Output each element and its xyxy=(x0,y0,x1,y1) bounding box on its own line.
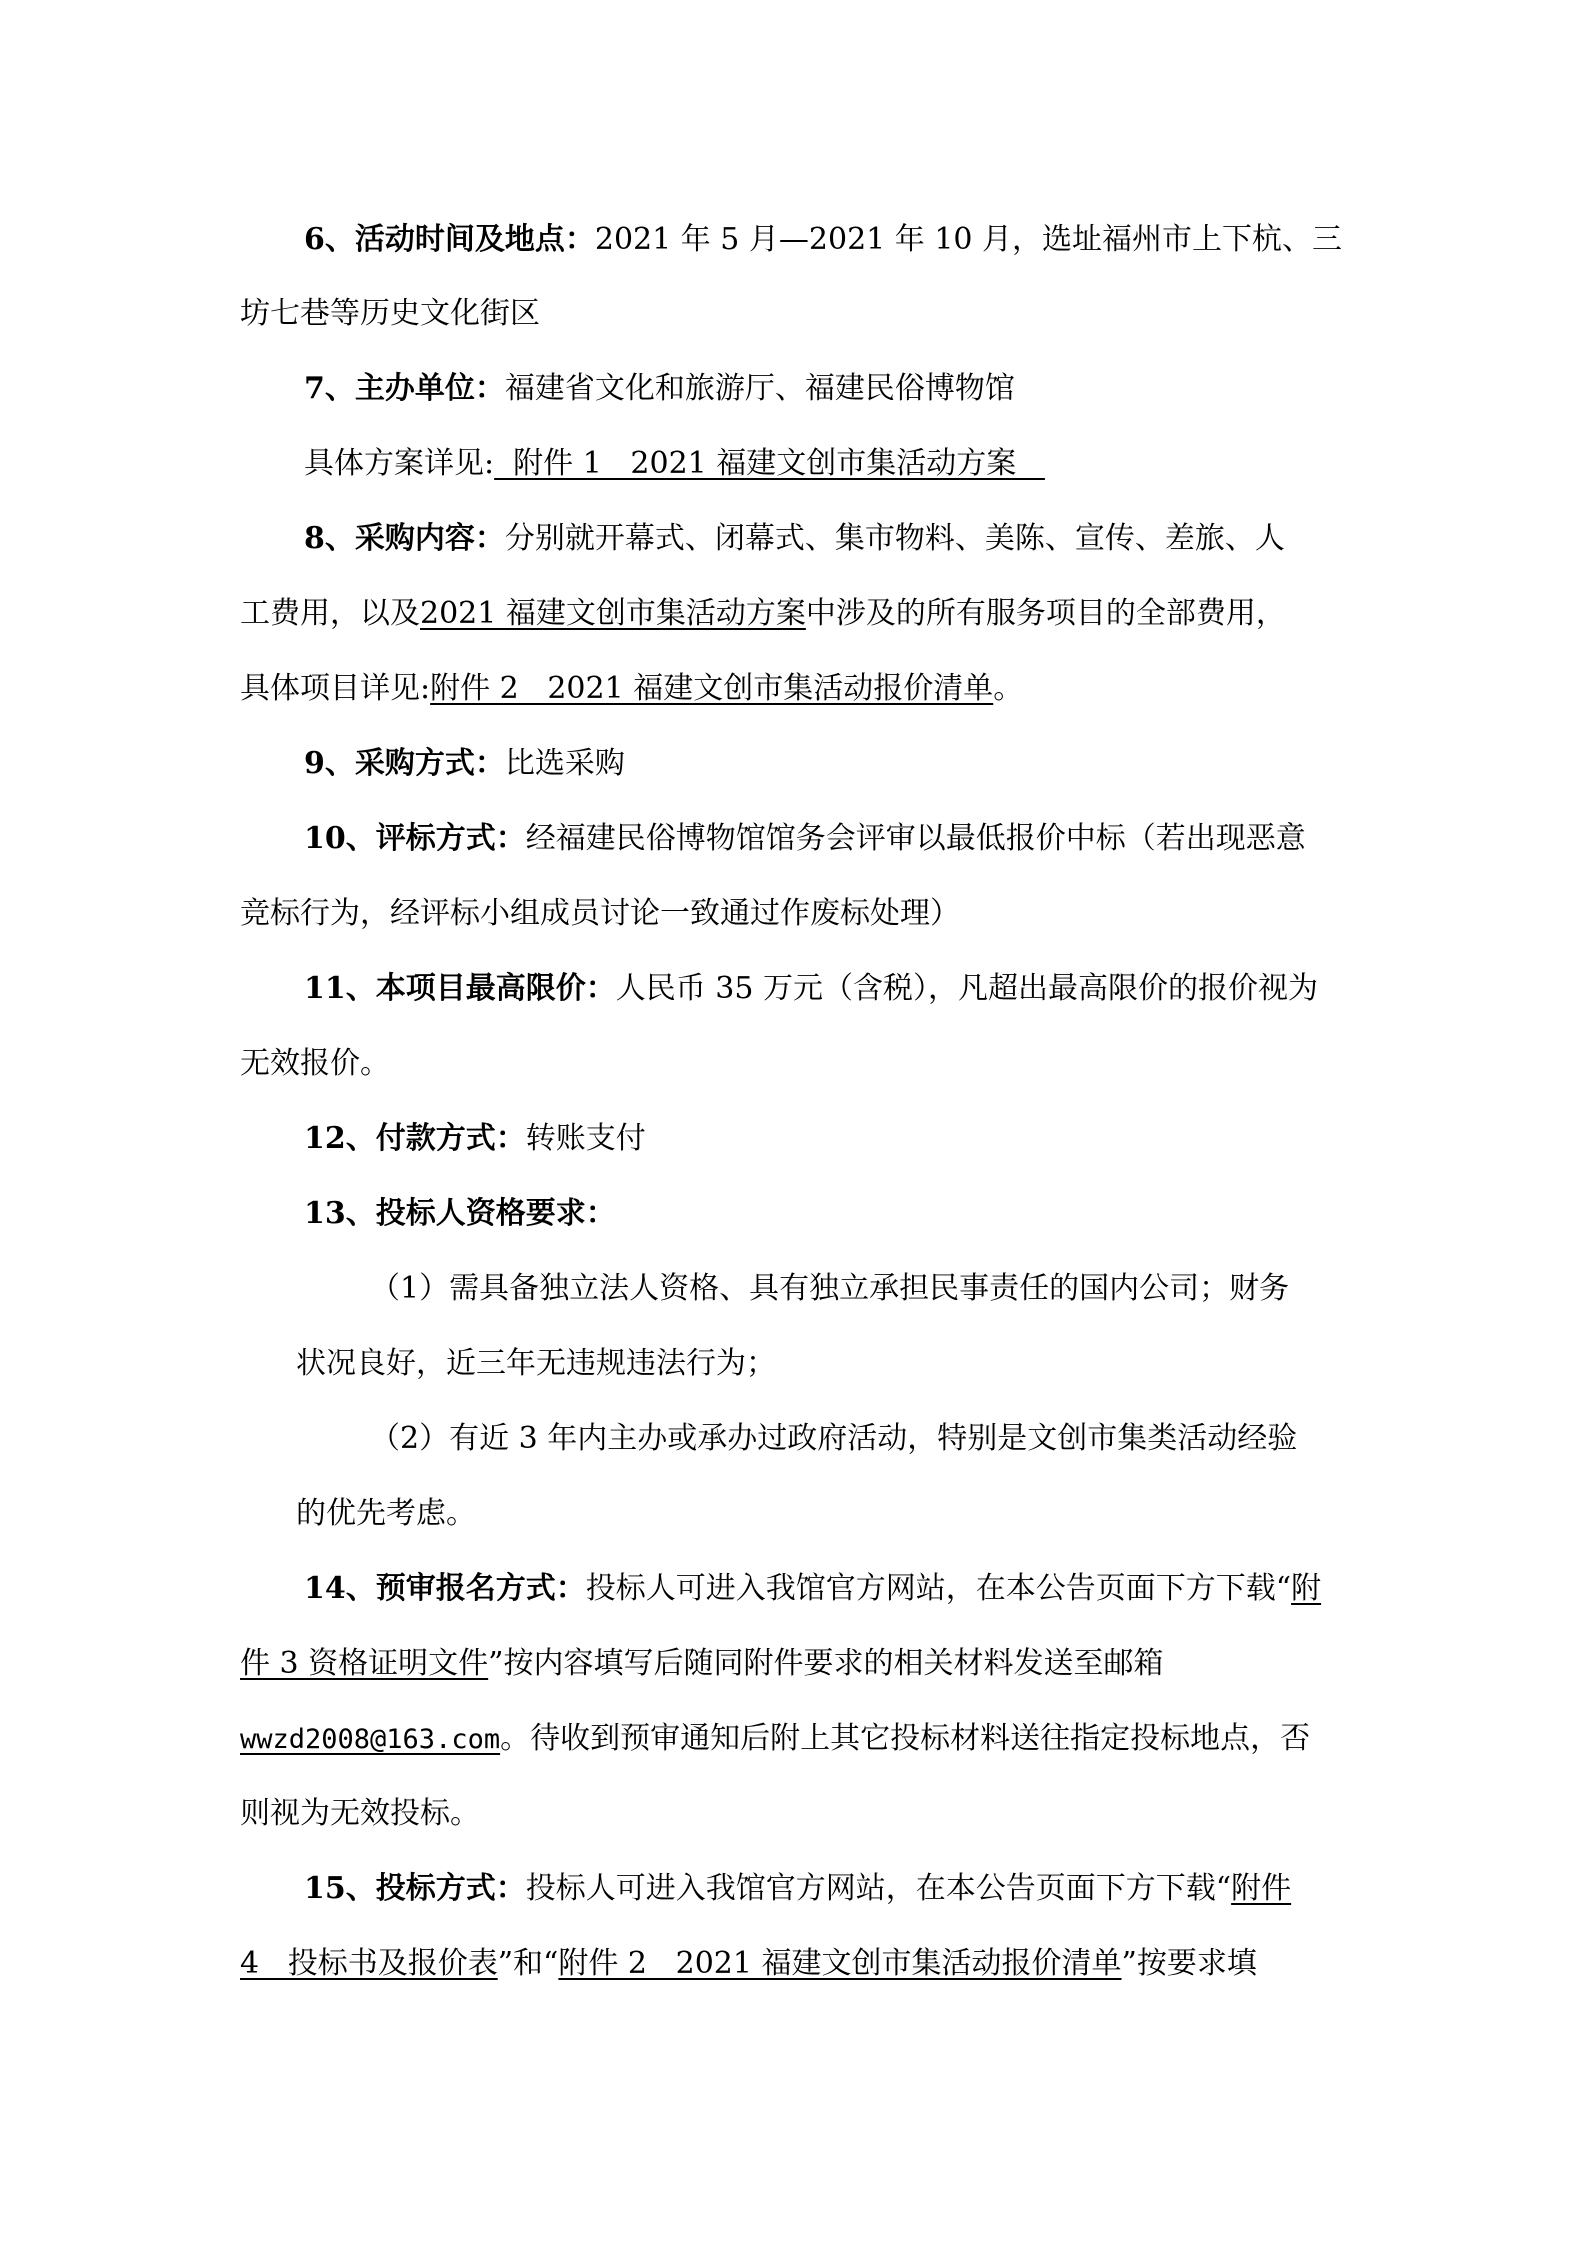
item-15-label: 15、投标方式： xyxy=(304,1871,526,1906)
item-11-line-2 xyxy=(240,1044,1348,1084)
item-7-detail-prefix: 具体方案详见: xyxy=(304,446,495,481)
item-12-label: 12、付款方式： xyxy=(304,1121,526,1156)
item-14-line-4 xyxy=(240,1794,1348,1834)
item-8-line-3 xyxy=(240,669,1348,709)
item-13-sub1-line-1 xyxy=(370,1269,1289,1309)
item-7-text: 福建省文化和旅游厅、福建民俗博物馆 xyxy=(504,371,1015,406)
item-10-label: 10、评标方式： xyxy=(304,821,526,856)
item-10-text: 经福建民俗博物馆馆务会评审以最低报价中标（若出现恶意 xyxy=(525,821,1306,856)
item-14-label: 14、预审报名方式： xyxy=(304,1571,586,1606)
item-15-line-2 xyxy=(240,1944,1348,1984)
item-8-line-1 xyxy=(304,519,1285,559)
item-13-line xyxy=(304,1194,616,1234)
item-7-detail-line xyxy=(304,444,1045,484)
attachment-4-link[interactable]: 4 投标书及报价表 xyxy=(240,1946,498,1981)
item-6-text-cont: 坊七巷等历史文化街区 xyxy=(240,296,540,331)
item-14-text-c-post: 。待收到预审通知后附上其它投标材料送往指定投标地点，否 xyxy=(500,1721,1311,1756)
item-14-line-1 xyxy=(304,1569,1321,1609)
item-14-text-a-pre: 投标人可进入我馆官方网站，在本公告页面下方下载“ xyxy=(585,1571,1292,1606)
item-10-text-cont: 竞标行为，经评标小组成员讨论一致通过作废标处理） xyxy=(240,896,960,931)
item-15-text-b-mid: ”和“ xyxy=(497,1946,559,1981)
item-11-text: 人民币 35 万元（含税），凡超出最高限价的报价视为 xyxy=(615,971,1318,1006)
item-14-text-d: 则视为无效投标。 xyxy=(240,1796,480,1831)
item-8-text-c-post: 。 xyxy=(993,671,1024,706)
item-10-line-1 xyxy=(304,819,1306,859)
item-8-line-2 xyxy=(240,594,1348,634)
item-6-text: 2021 年 5 月—2021 年 10 月，选址福州市上下杭、三 xyxy=(594,222,1343,257)
item-8-text-c-pre: 具体项目详见: xyxy=(240,671,431,706)
item-15-text-a-pre: 投标人可进入我馆官方网站，在本公告页面下方下载“ xyxy=(525,1871,1232,1906)
item-8-text: 分别就开幕式、闭幕式、集市物料、美陈、宣传、差旅、人 xyxy=(504,521,1285,556)
item-9-label: 9、采购方式： xyxy=(304,746,505,781)
item-13-sub2-line-2 xyxy=(296,1494,476,1534)
item-6-line-1 xyxy=(304,220,1348,260)
item-13-sub2-line-1 xyxy=(370,1419,1297,1459)
item-10-line-2 xyxy=(240,894,1348,934)
item-8-label: 8、采购内容： xyxy=(304,521,505,556)
item-14-line-3 xyxy=(240,1719,1348,1759)
attachment-2-link[interactable]: 附件 2 2021 福建文创市集活动报价清单 xyxy=(430,671,994,706)
item-7-line xyxy=(304,369,1015,409)
item-6-line-2 xyxy=(240,294,1348,334)
item-13-sub2-text: （2）有近 3 年内主办或承办过政府活动，特别是文创市集类活动经验 xyxy=(370,1421,1298,1456)
item-15-line-1 xyxy=(304,1869,1291,1909)
item-13-sub1-line-2 xyxy=(296,1344,776,1384)
item-14-line-2 xyxy=(240,1644,1348,1684)
activity-plan-link[interactable]: 2021 福建文创市集活动方案 xyxy=(420,596,806,631)
item-11-label: 11、本项目最高限价： xyxy=(304,971,616,1006)
attachment-2-link-2[interactable]: 附件 2 2021 福建文创市集活动报价清单 xyxy=(558,1946,1122,1981)
item-11-text-cont: 无效报价。 xyxy=(240,1046,390,1081)
item-7-label: 7、主办单位： xyxy=(304,371,505,406)
item-15-text-b-post: ”按要求填 xyxy=(1121,1946,1257,1981)
item-9-line xyxy=(304,744,625,784)
attachment-3-link[interactable]: 件 3 资格证明文件 xyxy=(240,1646,489,1681)
item-8-text-b-post: 中涉及的所有服务项目的全部费用， xyxy=(805,596,1286,631)
item-13-sub1-text: （1）需具备独立法人资格、具有独立承担民事责任的国内公司；财务 xyxy=(370,1271,1290,1306)
item-13-sub1-text-cont: 状况良好，近三年无违规违法行为； xyxy=(296,1346,776,1381)
attachment-3-link-start[interactable]: 附 xyxy=(1291,1571,1322,1606)
item-12-line xyxy=(304,1119,646,1159)
item-14-text-b-post: ”按内容填写后随同附件要求的相关材料发送至邮箱 xyxy=(488,1646,1164,1681)
attachment-4-link-start[interactable]: 附件 xyxy=(1231,1871,1292,1906)
item-9-text: 比选采购 xyxy=(504,746,625,781)
item-6-label: 6、活动时间及地点： xyxy=(304,222,595,257)
item-13-label: 13、投标人资格要求： xyxy=(304,1196,616,1231)
item-12-text: 转账支付 xyxy=(525,1121,646,1156)
item-11-line-1 xyxy=(304,969,1318,1009)
attachment-1-link[interactable]: 附件 1 2021 福建文创市集活动方案 xyxy=(494,446,1045,481)
item-8-text-b-pre: 工费用，以及 xyxy=(240,596,420,631)
item-13-sub2-text-cont: 的优先考虑。 xyxy=(296,1496,476,1531)
email-link[interactable]: wwzd2008@163.com xyxy=(240,1724,501,1755)
